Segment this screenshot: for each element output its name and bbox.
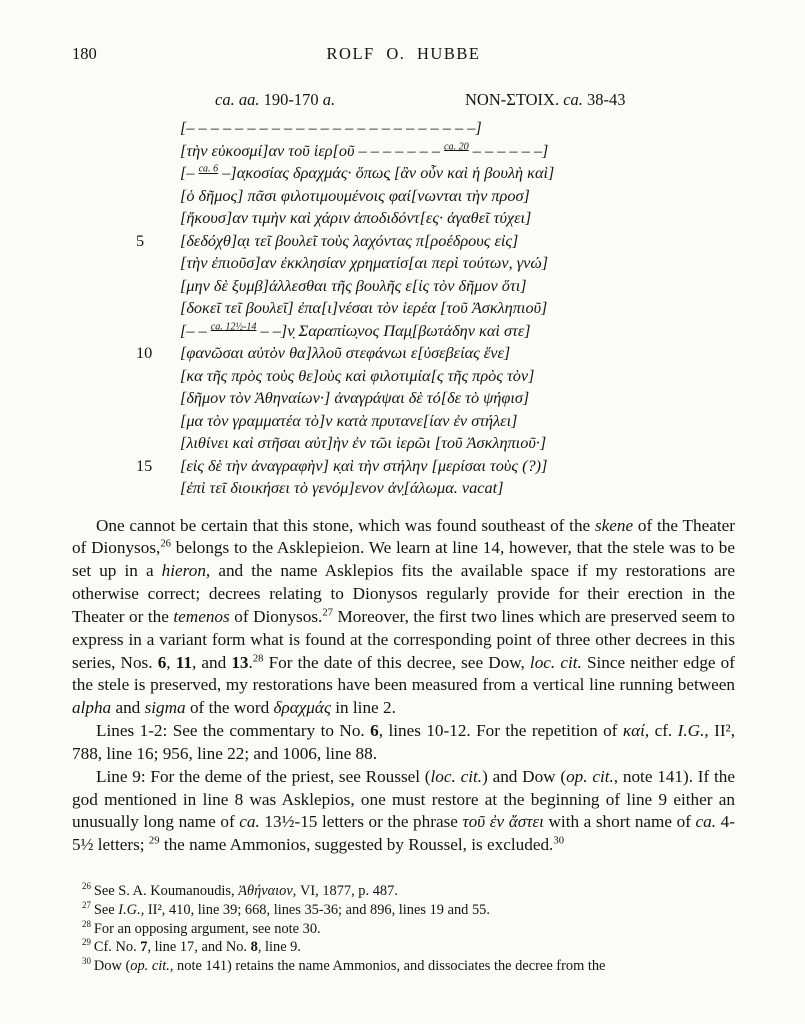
- inscription-line: [136, 230, 735, 253]
- inscription-line-number: 15: [136, 455, 153, 475]
- inscription-line-text: [κα τῆς πρὸς τοὺς θε]οὺς καὶ φιλοτιμία[ς τῆς πρὸς τὸν]: [180, 365, 535, 385]
- inscription-heading: [215, 90, 735, 110]
- inscription-line-text: [ἤκουσ]αν τιμὴν καὶ χάριν ἀποδιδόντ[ες· ἀγαθεῖ τύχει]: [180, 208, 532, 227]
- inscription-block: [72, 90, 735, 500]
- inscription-line-text: [– – – – – – – – – – – – – – – – – – – – – – – –]: [180, 118, 482, 137]
- inscription-line: [180, 207, 735, 230]
- inscription-line-text: [τὴν εὐκοσμί]αν τοῦ ἱερ[οῦ – – – – – – – $^{ca. 20}$ – – – – – –]: [180, 140, 549, 160]
- inscription-line: [180, 410, 735, 433]
- body-paragraph: Lines 1-2: See the commentary to No. 6, lines 10-12. For the repetition of καί, cf. I.G., II², 788, line 16; 956, line 22; and 1006, line 88.: [72, 721, 735, 763]
- inscription-stoichedon-label: NON-ΣΤΟΙΧ. ca. 38-43: [465, 90, 626, 109]
- inscription-line-text: [ἐπὶ τεῖ διοικήσει τὸ γενόμ]ενον ἀν̣[άλωμα. vacat]: [180, 478, 504, 497]
- footnote: $^{29}$ Cf. No. 7, line 17, and No. 8, line 9.: [82, 937, 301, 956]
- inscription-date-label: ca. aa. 190-170 a.: [215, 90, 336, 109]
- inscription-line-text: [λιθίνει καὶ στῆσαι αὐτ]ὴν ἐν τῶι ἱερῶι [τοῦ Ἀσκληπιοῦ·]: [180, 433, 547, 452]
- body-text: [72, 515, 735, 858]
- inscription-line: [180, 275, 735, 298]
- inscription-line: [180, 140, 735, 163]
- footnote: $^{28}$ For an opposing argument, see note 30.: [82, 918, 321, 937]
- page-header: [72, 44, 735, 66]
- inscription-line: [180, 320, 735, 343]
- body-paragraph: Line 9: For the deme of the priest, see Roussel (loc. cit.) and Dow (op. cit., note 141). If the god mentioned in line 8 was Asklepios, one must restore at the beginning of line 9 either an unusually long name of ca. 13½-15 letters or the phrase τοῦ ἐν ἄστει with a short name of ca. 4-5½ letters; $^{29}$ the name Ammonios, suggested by Roussel, is excluded.$^{30}$: [72, 766, 735, 855]
- inscription-line-text: [ὁ δῆμος] πᾶσι φιλοτιμουμένοις φαί[νωνται τὴν προσ]: [180, 185, 530, 205]
- footnote-marker: 28: [82, 918, 91, 929]
- inscription-line: [180, 117, 735, 140]
- running-head: ROLF O. HUBBE: [326, 44, 481, 63]
- inscription-line: [180, 297, 735, 320]
- inscription-line-text: [– $^{ca. 6}$ –]α̣κοσίας δραχμάς· ὅπως̣ [ἂν οὖν καὶ ἡ βουλὴ καὶ]: [180, 163, 555, 182]
- footnote: $^{26}$ See S. A. Koumanoudis, Ἀθήναιον, VI, 1877, p. 487.: [82, 881, 398, 900]
- inscription-line: [136, 455, 735, 478]
- inscription-line-text: [– – $^{ca. 12\frac{1}{2}-14}$ – –]ν̣ Σαραπίω̣νος Παμ̣[βωτάδην καὶ στε]: [180, 320, 531, 340]
- footnote: $^{30}$ Dow (op. cit., note 141) retains the name Ammonios, and dissociates the decree from the: [82, 956, 606, 974]
- inscription-line-text: [δῆμον τὸν Ἀθηναίων·] ἀναγράψαι δὲ τό[δε τὸ ψήφισ]: [180, 388, 530, 407]
- inscription-line: [180, 185, 735, 208]
- footnote-marker: 26: [82, 881, 91, 892]
- inscription-line-number: 10: [136, 343, 153, 362]
- inscription-line-text: [μην δὲ ξυμβ]άλλεσθαι τῆς βουλῆς ε[ἰς τὸν δῆμον ὅτι]: [180, 275, 527, 295]
- inscription-line-text: [τὴν ἐπιοῦσ]αν ἐκκλησίαν χρηματίσ[αι περὶ τούτων, γνώ]: [180, 253, 549, 272]
- inscription-lines: [136, 117, 735, 500]
- inscription-line-text: [φανῶσαι αὐτὸν θα]λλοῦ στεφάνωι ε[ὐσεβείας ἕνε]: [180, 343, 511, 362]
- footnote: $^{27}$ See I.G., II², 410, line 39; 668, lines 35-36; and 896, lines 19 and 55.: [82, 900, 490, 918]
- footnote-marker: 27: [82, 900, 91, 911]
- inscription-line-text: [δοκεῖ τεῖ βουλεῖ] ἐπα[ι]νέσαι τὸν ἱερέα [τοῦ Ἀσκληπιοῦ]: [180, 298, 548, 317]
- inscription-line: [180, 252, 735, 275]
- inscription-line-number: 5: [136, 230, 145, 250]
- inscription-line: [180, 432, 735, 455]
- inscription-line: [136, 342, 735, 365]
- footnote-marker: 30: [82, 956, 91, 967]
- footnote-marker: 29: [82, 937, 91, 948]
- page-number: 180: [72, 44, 97, 63]
- inscription-line-text: [εἰς δὲ τὴν ἀναγραφὴν] κ̣αὶ τὴν στήλην [μερίσαι τοὺς (?)]: [180, 455, 548, 475]
- inscription-line-text: [δεδόχθ]α̣ι τεῖ βουλεῖ τοὺς λαχόντας π[ροέδρους εἰς]: [180, 230, 519, 250]
- inscription-line-text: [μα τὸν γραμματέα τὸ]ν κατὰ πρυτανε[ίαν ἐν στήλει]: [180, 410, 518, 430]
- inscription-line: [180, 387, 735, 410]
- inscription-line: [180, 365, 735, 388]
- inscription-line: [180, 477, 735, 500]
- inscription-line: [180, 162, 735, 185]
- footnotes: [72, 882, 735, 976]
- body-paragraph: One cannot be certain that this stone, which was found southeast of the skene of the Theater of Dionysos,$^{26}$ belongs to the Asklepieion. We learn at line 14, however, that the stele was to be set up in a hieron, and the name Asklepios fits the available space if my restorations are otherwise correct; decrees relating to Dionysos regularly provide for their erection in the Theater or the temenos of Dionysos.$^{27}$ Moreover, the first two lines which are preserved seem to express in a variant form what is found at the corresponding point of three other decrees in this series, Nos. 6, 11, and 13.28 For the date of this decree, see Dow, loc. cit. Since neither edge of the stele is preserved, my restorations have been measured from a vertical line running between alpha and sigma of the word δραχμάς in line 2.: [72, 515, 736, 718]
